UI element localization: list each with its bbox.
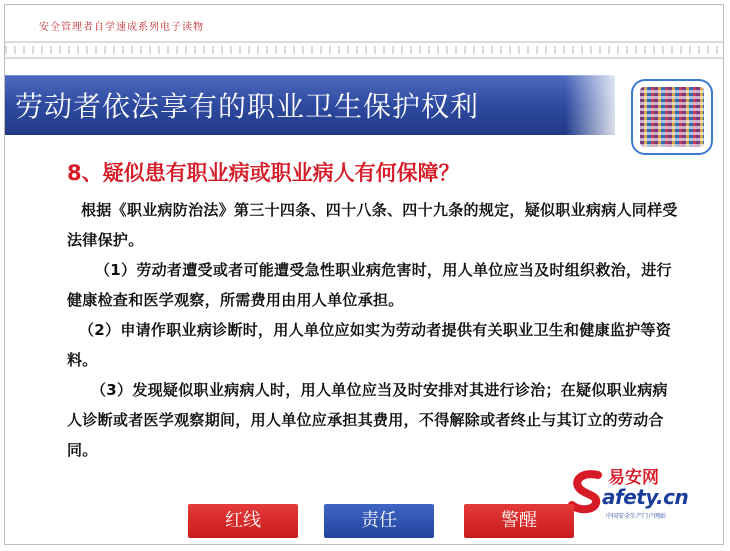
logo-main-text: afety.cn bbox=[602, 485, 689, 509]
series-title: 安全管理者自学速成系列电子读物 bbox=[39, 22, 204, 33]
qr-code-icon bbox=[640, 87, 704, 147]
logo-top-text: 易安网 bbox=[608, 468, 659, 488]
tag-redline: 红线 bbox=[188, 504, 298, 538]
logo-sub-text: 中国安全生产门户网站 bbox=[606, 513, 667, 520]
question-heading: 8、疑似患有职业病或职业病人有何保障？ bbox=[67, 161, 460, 185]
tag-responsibility: 责任 bbox=[324, 504, 434, 538]
title-bar-fade bbox=[565, 75, 625, 135]
tag-alert: 警醒 bbox=[464, 504, 574, 538]
paragraph-intro: 根据《职业病防治法》第三十四条、四十八条、四十九条的规定，疑似职业病病人同样受法律保护。 bbox=[67, 201, 678, 249]
paragraph-item-2: （2）申请作职业病诊断时，用人单位应如实为劳动者提供有关职业卫生和健康监护等资料。 bbox=[67, 321, 672, 369]
qr-code-frame bbox=[631, 79, 713, 155]
decorative-border bbox=[5, 41, 724, 59]
paragraph-item-3: （3）发现疑似职业病病人时，用人单位应当及时安排对其进行诊治；在疑似职业病病人诊断或者医学观察期间，用人单位应承担其费用，不得解除或者终止与其订立的劳动合同。 bbox=[67, 381, 668, 459]
slide-title: 劳动者依法享有的职业卫生保护权利 bbox=[15, 90, 480, 123]
paragraph-item-1: （1）劳动者遭受或者可能遭受急性职业病危害时，用人单位应当及时组织救治，进行健康检查和医学观察，所需费用由用人单位承担。 bbox=[67, 261, 672, 309]
slide bbox=[4, 4, 724, 545]
site-logo bbox=[568, 463, 694, 521]
